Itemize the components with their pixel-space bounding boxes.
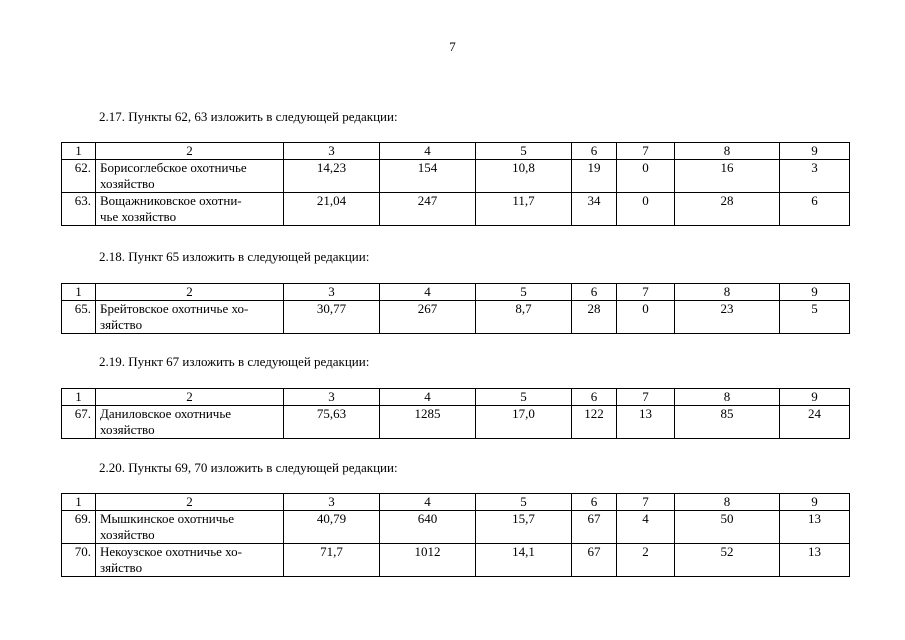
cell-col-6: 28 [572,301,617,334]
header-cell: 2 [96,284,284,301]
cell-col-4: 640 [380,511,476,544]
cell-col-4: 154 [380,160,476,193]
header-cell: 6 [572,494,617,511]
header-cell: 8 [675,389,780,406]
header-cell: 8 [675,284,780,301]
header-cell: 7 [617,284,675,301]
cell-col-3: 71,7 [284,544,380,577]
header-cell: 4 [380,389,476,406]
section-heading-2-20: 2.20. Пункты 69, 70 изложить в следующей редакции: [99,460,398,475]
cell-col-5: 10,8 [476,160,572,193]
row-name [96,511,284,544]
cell-col-5: 11,7 [476,193,572,226]
header-cell: 9 [780,143,850,160]
table-2-17 [61,142,850,226]
row-name-line: Некоузское охотничье хо- [100,544,242,559]
header-cell: 4 [380,494,476,511]
row-name-line: зяйство [100,317,143,332]
row-name [96,406,284,439]
table-2-19 [61,388,850,439]
header-cell: 3 [284,389,380,406]
cell-col-5: 17,0 [476,406,572,439]
row-name-line: Вощажниковское охотни- [100,193,242,208]
cell-col-3: 30,77 [284,301,380,334]
header-cell: 9 [780,284,850,301]
cell-col-8: 16 [675,160,780,193]
cell-col-7: 4 [617,511,675,544]
cell-col-6: 19 [572,160,617,193]
header-cell: 2 [96,494,284,511]
header-cell: 8 [675,143,780,160]
cell-col-3: 40,79 [284,511,380,544]
cell-col-6: 34 [572,193,617,226]
cell-col-9: 13 [780,511,850,544]
row-name-line: хозяйство [100,422,155,437]
row-number: 70. [62,544,96,577]
row-number: 65. [62,301,96,334]
header-cell: 8 [675,494,780,511]
header-cell: 3 [284,494,380,511]
cell-col-9: 3 [780,160,850,193]
cell-col-3: 14,23 [284,160,380,193]
cell-col-7: 0 [617,193,675,226]
cell-col-4: 247 [380,193,476,226]
header-cell: 6 [572,143,617,160]
header-cell: 5 [476,284,572,301]
header-cell: 5 [476,389,572,406]
cell-col-7: 2 [617,544,675,577]
cell-col-7: 0 [617,301,675,334]
header-cell: 9 [780,389,850,406]
table-row [62,406,850,439]
cell-col-8: 23 [675,301,780,334]
row-name-line: зяйство [100,560,143,575]
cell-col-7: 0 [617,160,675,193]
section-heading-2-18: 2.18. Пункт 65 изложить в следующей редакции: [99,249,370,264]
cell-col-8: 85 [675,406,780,439]
table-row [62,544,850,577]
cell-col-4: 267 [380,301,476,334]
header-cell: 2 [96,143,284,160]
row-name [96,301,284,334]
cell-col-6: 67 [572,544,617,577]
cell-col-9: 13 [780,544,850,577]
cell-col-9: 6 [780,193,850,226]
header-cell: 4 [380,284,476,301]
table-row [62,301,850,334]
header-cell: 5 [476,494,572,511]
table-2-18 [61,283,850,334]
table-2-20 [61,493,850,577]
cell-col-5: 14,1 [476,544,572,577]
row-number: 67. [62,406,96,439]
header-cell: 1 [62,143,96,160]
cell-col-8: 28 [675,193,780,226]
table-header-row [62,143,850,160]
row-name [96,193,284,226]
header-cell: 1 [62,284,96,301]
header-cell: 7 [617,494,675,511]
header-cell: 3 [284,143,380,160]
header-cell: 1 [62,389,96,406]
cell-col-9: 5 [780,301,850,334]
row-name-line: чье хозяйство [100,209,177,224]
row-number: 63. [62,193,96,226]
section-heading-2-17: 2.17. Пункты 62, 63 изложить в следующей редакции: [99,109,398,124]
header-cell: 7 [617,389,675,406]
table-row [62,193,850,226]
table-header-row [62,494,850,511]
header-cell: 1 [62,494,96,511]
cell-col-3: 75,63 [284,406,380,439]
row-name-line: Мышкинское охотничье [100,511,234,526]
cell-col-6: 67 [572,511,617,544]
row-number: 62. [62,160,96,193]
header-cell: 5 [476,143,572,160]
cell-col-3: 21,04 [284,193,380,226]
row-name [96,160,284,193]
cell-col-9: 24 [780,406,850,439]
table-header-row [62,389,850,406]
header-cell: 9 [780,494,850,511]
table-row [62,511,850,544]
header-cell: 7 [617,143,675,160]
table-row [62,160,850,193]
row-name [96,544,284,577]
row-name-line: хозяйство [100,527,155,542]
cell-col-5: 15,7 [476,511,572,544]
header-cell: 3 [284,284,380,301]
header-cell: 4 [380,143,476,160]
cell-col-4: 1285 [380,406,476,439]
cell-col-4: 1012 [380,544,476,577]
row-name-line: Брейтовское охотничье хо- [100,301,249,316]
page-number: 7 [449,39,456,54]
header-cell: 2 [96,389,284,406]
cell-col-8: 52 [675,544,780,577]
row-number: 69. [62,511,96,544]
cell-col-8: 50 [675,511,780,544]
cell-col-7: 13 [617,406,675,439]
table-header-row [62,284,850,301]
row-name-line: Борисоглебское охотничье [100,160,247,175]
row-name-line: Даниловское охотничье [100,406,232,421]
section-heading-2-19: 2.19. Пункт 67 изложить в следующей редакции: [99,354,370,369]
cell-col-5: 8,7 [476,301,572,334]
cell-col-6: 122 [572,406,617,439]
header-cell: 6 [572,389,617,406]
header-cell: 6 [572,284,617,301]
row-name-line: хозяйство [100,176,155,191]
